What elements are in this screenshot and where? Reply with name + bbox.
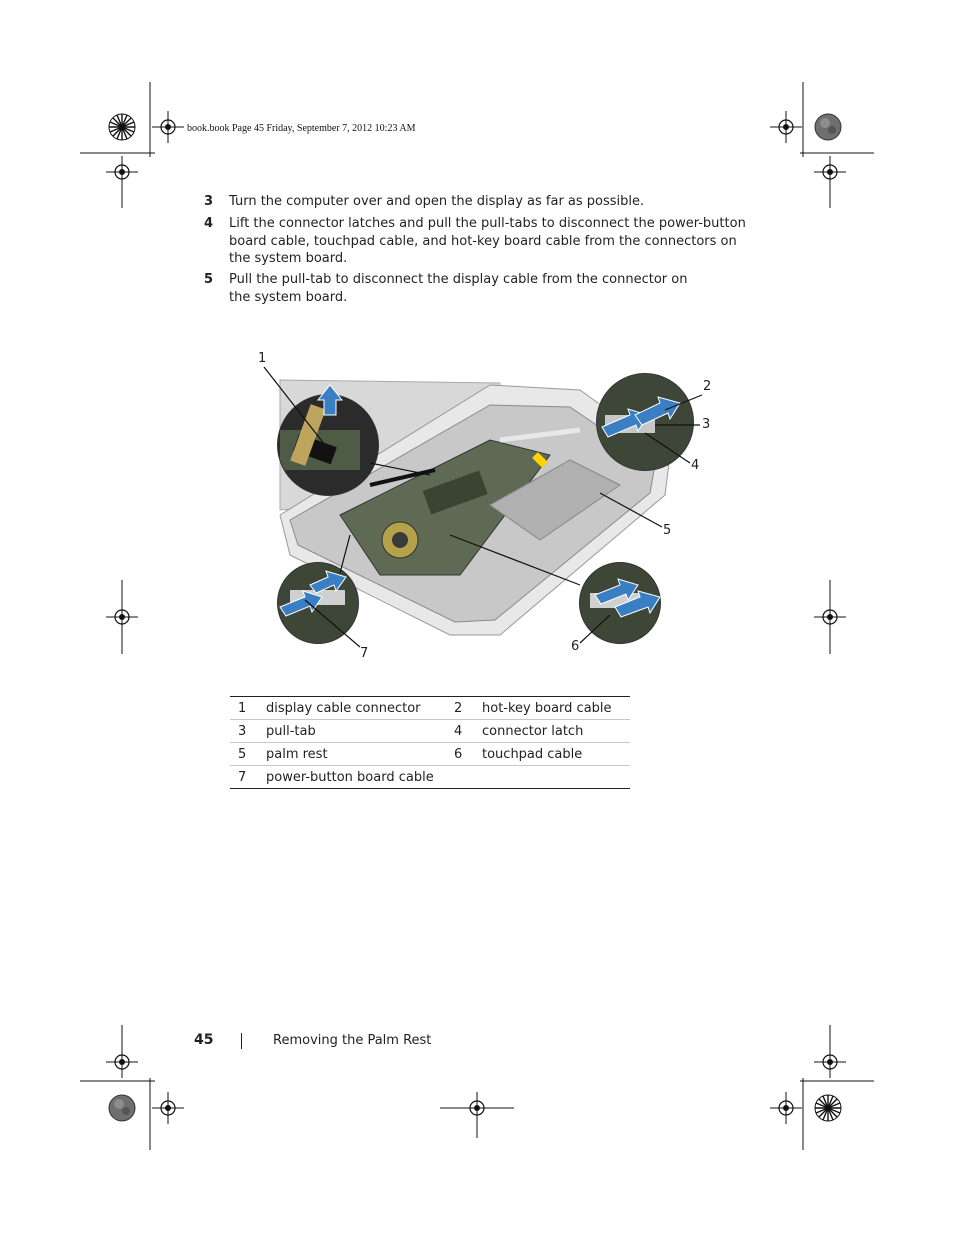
legend-number: 6 [446,743,482,766]
callout-legend-table [230,696,630,789]
footer-divider [241,1033,242,1049]
registration-target-icon [461,1092,493,1124]
legend-number: 4 [446,720,482,743]
legend-number: 7 [230,766,266,789]
legend-label: power-button board cable [266,766,446,789]
registration-star-icon [109,114,135,140]
registration-target-icon [814,1046,846,1078]
step-number: 4 [204,216,214,231]
legend-label: pull-tab [266,720,446,743]
table-row [230,720,630,743]
legend-number: 5 [230,743,266,766]
table-row [230,766,630,789]
print-header-stamp: book.book Page 45 Friday, September 7, 2012 10:23 AM [187,123,416,134]
table-row [230,697,630,720]
palm-rest-illustration [250,345,720,665]
legend-label: display cable connector [266,700,421,716]
legend-label [482,766,630,789]
callout-2: 2 [703,379,712,394]
step-text: Pull the pull-tab to disconnect the display cable from the connector on the system board. [229,272,688,305]
callout-1: 1 [258,351,267,366]
magnifier-power-button-connector [278,563,358,643]
callout-4: 4 [691,458,700,473]
laptop-drawing [250,345,720,665]
step-text: Turn the computer over and open the display as far as possible. [229,194,645,209]
legend-label: connector latch [482,720,630,743]
registration-target-icon [106,156,138,188]
step-text: Lift the connector latches and pull the pull-tabs to disconnect the power-button board cable, touchpad cable, and hot-key board cable from the connectors on the system board. [229,216,746,266]
footer-section-title: Removing the Palm Rest [273,1033,432,1048]
table-row [230,743,630,766]
legend-number: 3 [230,720,266,743]
registration-target-icon [770,111,802,143]
step-number: 3 [204,194,214,209]
callout-5: 5 [663,523,672,538]
page-number: 45 [194,1032,214,1048]
registration-target-icon [106,1046,138,1078]
callout-6: 6 [571,639,580,654]
legend-number: 2 [454,700,463,716]
registration-target-icon [106,601,138,633]
registration-gray-icon [815,114,841,140]
legend-label: palm rest [266,743,446,766]
legend-number [446,766,482,789]
registration-target-icon [814,601,846,633]
registration-target-icon [152,1092,184,1124]
registration-target-icon [152,111,184,143]
callout-3: 3 [702,417,711,432]
step-number: 5 [204,272,214,287]
registration-gray-icon [109,1095,135,1121]
callout-7: 7 [360,646,369,661]
legend-number: 1 [238,700,247,716]
registration-star-icon [815,1095,841,1121]
registration-target-icon [770,1092,802,1124]
legend-label: touchpad cable [482,743,630,766]
legend-label: hot-key board cable [482,700,612,716]
registration-target-icon [814,156,846,188]
